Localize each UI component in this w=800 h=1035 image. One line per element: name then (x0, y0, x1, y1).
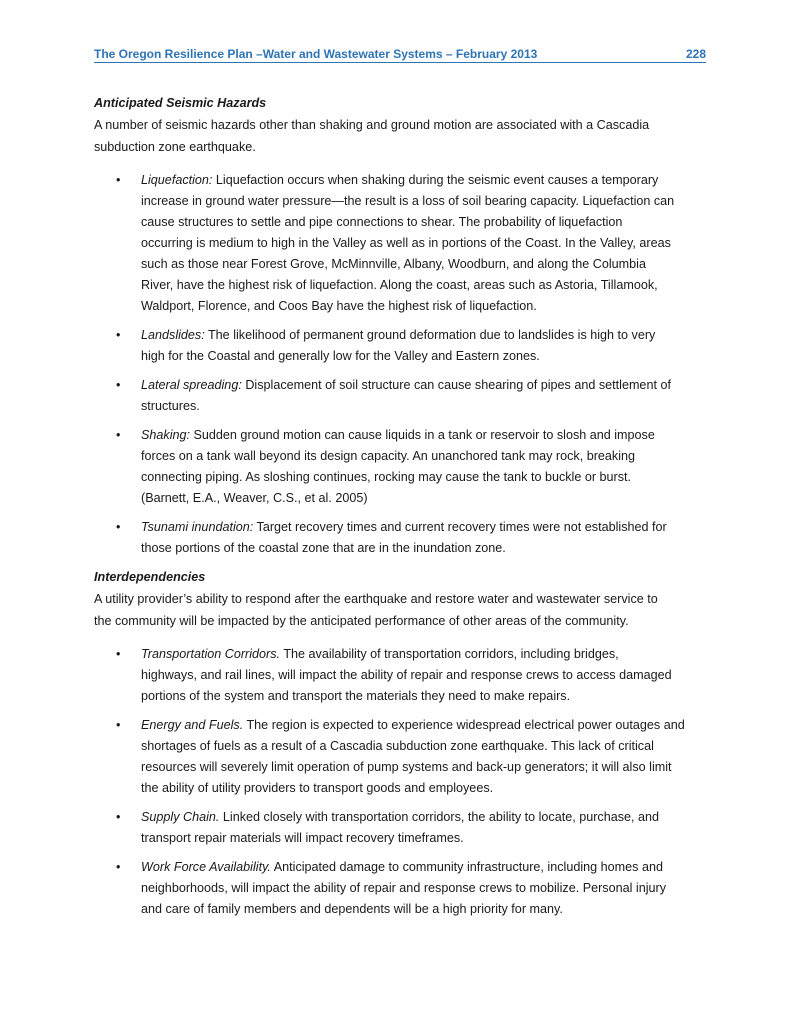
bullet-text: Liquefaction occurs when shaking during the seismic event causes a temporary (212, 173, 659, 187)
text-line (141, 212, 714, 233)
bullet-text: increase in ground water pressure—the result is a loss of soil bearing capacity. Liquefaction can (141, 194, 675, 208)
text-line (141, 446, 714, 467)
bullet-text: Sudden ground motion can cause liquids in a tank or reservoir to slosh and impose (190, 428, 655, 442)
text-line (141, 488, 714, 509)
text-line: A utility provider’s ability to respond after the earthquake and restore water and wastewater service to (94, 592, 658, 606)
text-line (141, 425, 714, 446)
text-line (141, 396, 714, 417)
bullet-text: cause structures to settle and pipe connections to shear. The probability of liquefaction (141, 215, 623, 229)
document-body (94, 93, 714, 928)
header-title: The Oregon Resilience Plan –Water and Wastewater Systems – February 2013 (94, 47, 538, 61)
bullet-text: highways, and rail lines, will impact the ability of repair and response crews to access damaged (141, 668, 672, 682)
text-line (141, 170, 714, 191)
bullet-icon: • (116, 520, 121, 534)
bullet-text: Linked closely with transportation corridors, the ability to locate, purchase, and (219, 810, 660, 824)
list-item (94, 425, 714, 509)
text-line (141, 736, 714, 757)
bullet-text: The region is expected to experience widespread electrical power outages and (243, 718, 685, 732)
list-item (94, 517, 714, 559)
page-number: 228 (685, 47, 706, 61)
bullet-text: shortages of fuels as a result of a Cascadia subduction zone earthquake. This lack of critical (141, 739, 654, 753)
text-line (141, 757, 714, 778)
text-line (141, 538, 714, 559)
text-line (141, 296, 714, 317)
bullet-text: such as those near Forest Grove, McMinnville, Albany, Woodburn, and along the Columbia (141, 257, 646, 271)
list-item (94, 644, 714, 707)
bullet-text: transport repair materials will impact recovery timeframes. (141, 831, 464, 845)
bullet-text: River, have the highest risk of liquefaction. Along the coast, areas such as Astoria, Tillamook, (141, 278, 658, 292)
section (94, 567, 714, 920)
list-item (94, 170, 714, 317)
text-line (141, 233, 714, 254)
text-line: A number of seismic hazards other than shaking and ground motion are associated with a Cascadia (94, 118, 650, 132)
bullet-term: Landslides: (141, 328, 205, 342)
bullet-text: high for the Coastal and generally low for the Valley and Eastern zones. (141, 349, 540, 363)
bullet-term: Tsunami inundation: (141, 520, 254, 534)
bullet-term: Transportation Corridors. (141, 647, 281, 661)
list-item (94, 807, 714, 849)
bullet-icon: • (116, 718, 121, 732)
text-line: the community will be impacted by the anticipated performance of other areas of the community. (94, 614, 629, 628)
text-line (141, 191, 714, 212)
text-line (141, 517, 714, 538)
section-heading: Anticipated Seismic Hazards (94, 96, 267, 110)
bullet-icon: • (116, 428, 121, 442)
bullet-icon: • (116, 860, 121, 874)
bullet-text: Waldport, Florence, and Coos Bay have the highest risk of liquefaction. (141, 299, 537, 313)
text-line (141, 375, 714, 396)
bullet-text: Displacement of soil structure can cause shearing of pipes and settlement of (241, 378, 671, 392)
bullet-icon: • (116, 810, 121, 824)
bullet-text: portions of the system and transport the materials they need to make repairs. (141, 689, 571, 703)
list-item (94, 325, 714, 367)
section (94, 93, 714, 559)
text-line (141, 346, 714, 367)
list-item (94, 715, 714, 799)
bullet-list (94, 170, 714, 559)
paragraph (94, 588, 714, 632)
text-line (141, 665, 714, 686)
list-item (94, 375, 714, 417)
bullet-text: The availability of transportation corridors, including bridges, (280, 647, 619, 661)
text-line (141, 275, 714, 296)
text-line: subduction zone earthquake. (94, 140, 256, 154)
list-item (94, 857, 714, 920)
bullet-text: Target recovery times and current recovery times were not established for (253, 520, 667, 534)
bullet-text: and care of family members and dependents will be a high priority for many. (141, 902, 563, 916)
bullet-icon: • (116, 378, 121, 392)
text-line (141, 686, 714, 707)
text-line (141, 807, 714, 828)
bullet-text: the ability of utility providers to transport goods and employees. (141, 781, 494, 795)
text-line (141, 878, 714, 899)
bullet-term: Shaking: (141, 428, 191, 442)
bullet-text: structures. (141, 399, 200, 413)
text-line (141, 644, 714, 665)
bullet-text: forces on a tank wall beyond its design capacity. An unanchored tank may rock, breaking (141, 449, 636, 463)
text-line (141, 254, 714, 275)
bullet-term: Supply Chain. (141, 810, 220, 824)
bullet-text: resources will severely limit operation of pump systems and back-up generators; it will also limit (141, 760, 672, 774)
bullet-term: Lateral spreading: (141, 378, 242, 392)
bullet-term: Energy and Fuels. (141, 718, 244, 732)
bullet-term: Work Force Availability. (141, 860, 271, 874)
text-line (141, 778, 714, 799)
text-line (141, 325, 714, 346)
bullet-icon: • (116, 328, 121, 342)
bullet-text: (Barnett, E.A., Weaver, C.S., et al. 2005) (141, 491, 368, 505)
bullet-icon: • (116, 647, 121, 661)
bullet-text: neighborhoods, will impact the ability of repair and response crews to mobilize. Personal injury (141, 881, 667, 895)
page-header (94, 47, 706, 63)
bullet-term: Liquefaction: (141, 173, 213, 187)
bullet-text: Anticipated damage to community infrastructure, including homes and (270, 860, 663, 874)
text-line (141, 715, 714, 736)
bullet-icon: • (116, 173, 121, 187)
bullet-text: connecting piping. As sloshing continues, rocking may cause the tank to buckle or burst. (141, 470, 632, 484)
text-line (141, 899, 714, 920)
text-line (141, 828, 714, 849)
section-heading: Interdependencies (94, 570, 206, 584)
bullet-text: occurring is medium to high in the Valley as well as in portions of the Coast. In the Valley, areas (141, 236, 671, 250)
text-line (141, 857, 714, 878)
paragraph (94, 114, 714, 158)
bullet-list (94, 644, 714, 920)
bullet-text: The likelihood of permanent ground deformation due to landslides is high to very (204, 328, 656, 342)
text-line (141, 467, 714, 488)
bullet-text: those portions of the coastal zone that are in the inundation zone. (141, 541, 506, 555)
